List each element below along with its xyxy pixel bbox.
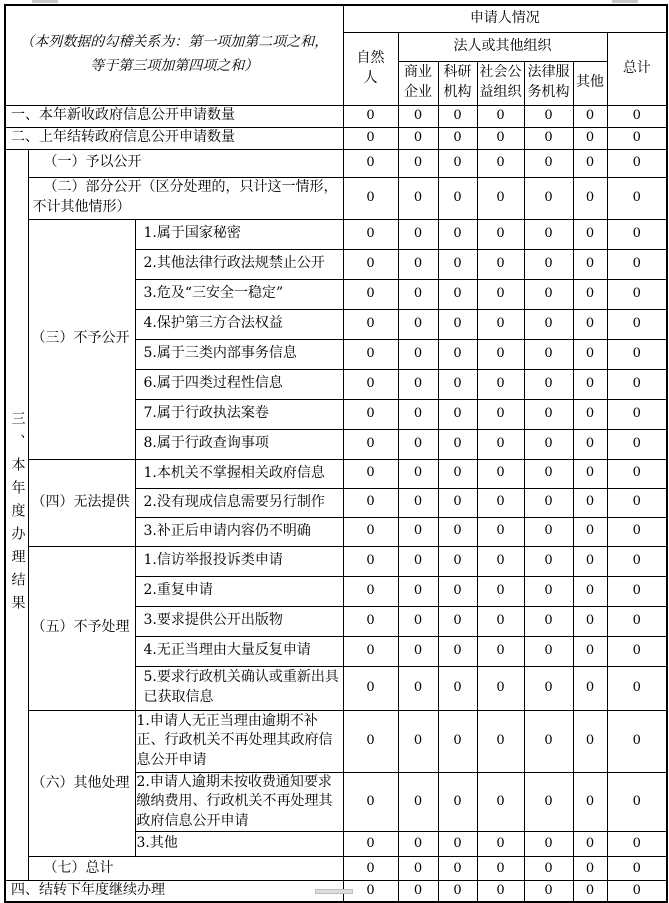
row-label: （七）总计: [28, 857, 343, 881]
value-cell: 0: [477, 772, 524, 832]
disclosure-request-table: [4, 4, 668, 903]
value-cell: 0: [343, 606, 398, 636]
value-cell: 0: [477, 459, 524, 488]
value-cell: 0: [398, 546, 438, 576]
value-cell: 0: [573, 249, 607, 279]
value-cell: 0: [477, 857, 524, 881]
value-cell: 0: [343, 459, 398, 488]
section-label: （五）不予处理: [28, 546, 135, 710]
value-cell: 0: [524, 279, 573, 309]
value-cell: 0: [524, 149, 573, 177]
value-cell: 0: [573, 429, 607, 459]
row-label: 二、上年结转政府信息公开申请数量: [5, 127, 343, 149]
table-row: [5, 219, 667, 249]
value-cell: 0: [524, 832, 573, 857]
value-cell: 0: [524, 710, 573, 772]
value-cell: 0: [477, 369, 524, 399]
value-cell: 0: [343, 369, 398, 399]
value-cell: 0: [398, 576, 438, 606]
header-applicant-status: 申请人情况: [343, 5, 667, 32]
value-cell: 0: [607, 309, 667, 339]
value-cell: 0: [398, 339, 438, 369]
value-cell: 0: [607, 149, 667, 177]
value-cell: 0: [524, 636, 573, 666]
value-cell: 0: [573, 576, 607, 606]
value-cell: 0: [573, 127, 607, 149]
value-cell: 0: [607, 105, 667, 127]
table-header-row: [5, 5, 667, 32]
value-cell: 0: [438, 429, 477, 459]
row-label: 3.补正后申请内容仍不明确: [135, 517, 343, 546]
value-cell: 0: [524, 606, 573, 636]
value-cell: 0: [607, 636, 667, 666]
value-cell: 0: [398, 219, 438, 249]
value-cell: 0: [607, 459, 667, 488]
value-cell: 0: [573, 339, 607, 369]
value-cell: 0: [438, 710, 477, 772]
value-cell: 0: [524, 459, 573, 488]
value-cell: 0: [477, 219, 524, 249]
value-cell: 0: [524, 309, 573, 339]
value-cell: 0: [477, 576, 524, 606]
row-label: 1.属于国家秘密: [135, 219, 343, 249]
table-row: [5, 105, 667, 127]
header-natural-person: 自然人: [343, 32, 398, 105]
value-cell: 0: [438, 772, 477, 832]
value-cell: 0: [573, 881, 607, 902]
value-cell: 0: [607, 517, 667, 546]
value-cell: 0: [524, 576, 573, 606]
row-label: 2.没有现成信息需要另行制作: [135, 488, 343, 517]
table-row: [5, 459, 667, 488]
value-cell: 0: [343, 309, 398, 339]
value-cell: 0: [343, 105, 398, 127]
value-cell: 0: [607, 339, 667, 369]
value-cell: 0: [398, 772, 438, 832]
value-cell: 0: [477, 149, 524, 177]
value-cell: 0: [438, 149, 477, 177]
value-cell: 0: [398, 369, 438, 399]
value-cell: 0: [343, 279, 398, 309]
value-cell: 0: [438, 881, 477, 902]
value-cell: 0: [607, 488, 667, 517]
value-cell: 0: [573, 105, 607, 127]
value-cell: 0: [398, 177, 438, 219]
value-cell: 0: [573, 606, 607, 636]
value-cell: 0: [438, 576, 477, 606]
value-cell: 0: [524, 369, 573, 399]
value-cell: 0: [477, 606, 524, 636]
value-cell: 0: [477, 666, 524, 710]
value-cell: 0: [438, 127, 477, 149]
row-label: 一、本年新收政府信息公开申请数量: [5, 105, 343, 127]
value-cell: 0: [477, 339, 524, 369]
value-cell: 0: [398, 429, 438, 459]
value-cell: 0: [524, 488, 573, 517]
value-cell: 0: [398, 249, 438, 279]
value-cell: 0: [398, 149, 438, 177]
value-cell: 0: [343, 772, 398, 832]
row-label: 6.属于四类过程性信息: [135, 369, 343, 399]
value-cell: 0: [524, 127, 573, 149]
value-cell: 0: [398, 857, 438, 881]
value-cell: 0: [607, 832, 667, 857]
row-label: 2.其他法律行政法规禁止公开: [135, 249, 343, 279]
value-cell: 0: [607, 857, 667, 881]
value-cell: 0: [477, 279, 524, 309]
row-label: 4.无正当理由大量反复申请: [135, 636, 343, 666]
value-cell: 0: [438, 309, 477, 339]
value-cell: 0: [343, 488, 398, 517]
value-cell: 0: [524, 339, 573, 369]
section-label: （三）不予公开: [28, 219, 135, 459]
value-cell: 0: [398, 105, 438, 127]
value-cell: 0: [398, 309, 438, 339]
row-label: 3.要求提供公开出版物: [135, 606, 343, 636]
value-cell: 0: [524, 105, 573, 127]
value-cell: 0: [477, 127, 524, 149]
value-cell: 0: [343, 666, 398, 710]
value-cell: 0: [438, 636, 477, 666]
value-cell: 0: [398, 459, 438, 488]
value-cell: 0: [607, 127, 667, 149]
value-cell: 0: [398, 399, 438, 429]
table-row: [5, 149, 667, 177]
value-cell: 0: [343, 219, 398, 249]
value-cell: 0: [343, 249, 398, 279]
value-cell: 0: [607, 606, 667, 636]
value-cell: 0: [438, 606, 477, 636]
value-cell: 0: [398, 710, 438, 772]
row-label: 2.重复申请: [135, 576, 343, 606]
note-line-1: （本列数据的勾稽关系为：第一项加第二项之和，: [20, 34, 329, 51]
value-cell: 0: [343, 576, 398, 606]
value-cell: 0: [438, 488, 477, 517]
header-total: 总计: [607, 32, 667, 105]
scrollbar-thumb[interactable]: [315, 889, 353, 894]
value-cell: 0: [477, 710, 524, 772]
value-cell: 0: [343, 517, 398, 546]
header-other-org: 其他: [573, 61, 607, 105]
value-cell: 0: [524, 772, 573, 832]
value-cell: 0: [438, 369, 477, 399]
value-cell: 0: [573, 857, 607, 881]
value-cell: 0: [343, 177, 398, 219]
header-commercial-enterprise: 商业企业: [398, 61, 438, 105]
value-cell: 0: [477, 517, 524, 546]
value-cell: 0: [343, 636, 398, 666]
value-cell: 0: [398, 279, 438, 309]
value-cell: 0: [477, 249, 524, 279]
row-label: 1.申请人无正当理由逾期不补正、行政机关不再处理其政府信息公开申请: [135, 710, 343, 772]
value-cell: 0: [524, 857, 573, 881]
section-label: （四）无法提供: [28, 459, 135, 546]
value-cell: 0: [607, 576, 667, 606]
value-cell: 0: [438, 857, 477, 881]
value-cell: 0: [607, 249, 667, 279]
value-cell: 0: [607, 369, 667, 399]
table-row: [5, 546, 667, 576]
value-cell: 0: [607, 772, 667, 832]
header-public-welfare-org: 社会公益组织: [477, 61, 524, 105]
row-label: 5.属于三类内部事务信息: [135, 339, 343, 369]
value-cell: 0: [438, 832, 477, 857]
value-cell: 0: [398, 881, 438, 902]
value-cell: 0: [438, 459, 477, 488]
value-cell: 0: [524, 399, 573, 429]
note-line-2: 等于第三项加第四项之和）: [90, 58, 259, 75]
row-label: （一）予以公开: [28, 149, 343, 177]
value-cell: 0: [573, 399, 607, 429]
value-cell: 0: [607, 546, 667, 576]
value-cell: 0: [477, 429, 524, 459]
value-cell: 0: [477, 177, 524, 219]
value-cell: 0: [524, 666, 573, 710]
value-cell: 0: [343, 832, 398, 857]
value-cell: 0: [438, 219, 477, 249]
value-cell: 0: [607, 177, 667, 219]
value-cell: 0: [607, 666, 667, 710]
row-label: 1.本机关不掌握相关政府信息: [135, 459, 343, 488]
value-cell: 0: [343, 127, 398, 149]
value-cell: 0: [524, 546, 573, 576]
value-cell: 0: [477, 105, 524, 127]
page-artifact-top-left: [32, 0, 58, 3]
value-cell: 0: [343, 429, 398, 459]
header-legal-service-org: 法律服务机构: [524, 61, 573, 105]
row-label: 4.保护第三方合法权益: [135, 309, 343, 339]
value-cell: 0: [477, 488, 524, 517]
table-row: [5, 710, 667, 772]
value-cell: 0: [573, 710, 607, 772]
table-row: [5, 177, 667, 219]
value-cell: 0: [573, 177, 607, 219]
page-artifact-top-right: [612, 0, 638, 3]
row-label: 3.其他: [135, 832, 343, 857]
value-cell: 0: [477, 309, 524, 339]
value-cell: 0: [607, 429, 667, 459]
row-label: （二）部分公开（区分处理的，只计这一情形，不计其他情形）: [28, 177, 343, 219]
row-label: 7.属于行政执法案卷: [135, 399, 343, 429]
value-cell: 0: [573, 666, 607, 710]
value-cell: 0: [607, 881, 667, 902]
value-cell: 0: [573, 279, 607, 309]
value-cell: 0: [573, 309, 607, 339]
value-cell: 0: [607, 710, 667, 772]
section-label: （六）其他处理: [28, 710, 135, 857]
value-cell: 0: [573, 546, 607, 576]
table-row: [5, 127, 667, 149]
value-cell: 0: [438, 177, 477, 219]
value-cell: 0: [573, 219, 607, 249]
value-cell: 0: [438, 517, 477, 546]
value-cell: 0: [477, 832, 524, 857]
value-cell: 0: [438, 666, 477, 710]
value-cell: 0: [524, 517, 573, 546]
value-cell: 0: [438, 546, 477, 576]
value-cell: 0: [438, 279, 477, 309]
row-label: 3.危及“三安全一稳定”: [135, 279, 343, 309]
value-cell: 0: [438, 249, 477, 279]
value-cell: 0: [343, 149, 398, 177]
row-label: 5.要求行政机关确认或重新出具已获取信息: [135, 666, 343, 710]
value-cell: 0: [573, 772, 607, 832]
value-cell: 0: [573, 369, 607, 399]
section-group-label-vertical: 三、本年度办理结果: [5, 149, 28, 881]
value-cell: 0: [343, 546, 398, 576]
value-cell: 0: [477, 636, 524, 666]
note-cell: [5, 5, 343, 105]
header-research-institution: 科研机构: [438, 61, 477, 105]
value-cell: 0: [438, 399, 477, 429]
row-label: 8.属于行政查询事项: [135, 429, 343, 459]
table-row: [5, 857, 667, 881]
value-cell: 0: [398, 488, 438, 517]
value-cell: 0: [438, 339, 477, 369]
value-cell: 0: [573, 488, 607, 517]
value-cell: 0: [477, 881, 524, 902]
value-cell: 0: [398, 832, 438, 857]
value-cell: 0: [607, 219, 667, 249]
value-cell: 0: [398, 666, 438, 710]
value-cell: 0: [398, 127, 438, 149]
row-label: 2.申请人逾期未按收费通知要求缴纳费用、行政机关不再处理其政府信息公开申请: [135, 772, 343, 832]
value-cell: 0: [573, 459, 607, 488]
value-cell: 0: [573, 517, 607, 546]
value-cell: 0: [398, 636, 438, 666]
header-legal-org-group: 法人或其他组织: [398, 32, 607, 61]
value-cell: 0: [398, 517, 438, 546]
value-cell: 0: [573, 832, 607, 857]
value-cell: 0: [524, 881, 573, 902]
value-cell: 0: [524, 249, 573, 279]
value-cell: 0: [524, 177, 573, 219]
value-cell: 0: [573, 636, 607, 666]
value-cell: 0: [524, 219, 573, 249]
value-cell: 0: [607, 399, 667, 429]
value-cell: 0: [343, 857, 398, 881]
value-cell: 0: [477, 399, 524, 429]
value-cell: 0: [477, 546, 524, 576]
value-cell: 0: [524, 429, 573, 459]
value-cell: 0: [573, 149, 607, 177]
value-cell: 0: [438, 105, 477, 127]
value-cell: 0: [343, 710, 398, 772]
value-cell: 0: [398, 606, 438, 636]
value-cell: 0: [343, 339, 398, 369]
row-label: 四、结转下年度继续办理: [5, 881, 343, 902]
value-cell: 0: [607, 279, 667, 309]
row-label: 1.信访举报投诉类申请: [135, 546, 343, 576]
value-cell: 0: [343, 399, 398, 429]
value-cell: 0: [343, 881, 398, 902]
